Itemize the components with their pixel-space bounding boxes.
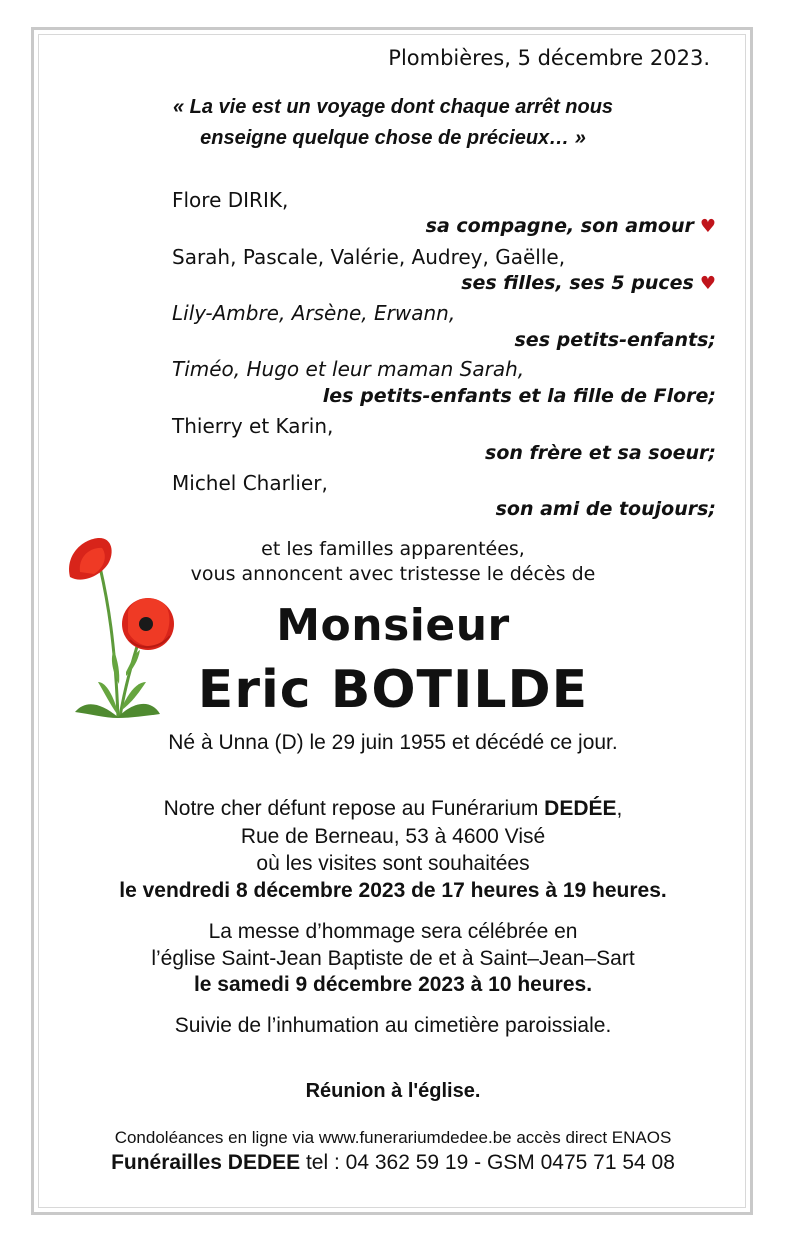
visitation-line-2: Rue de Berneau, 53 à 4600 Visé (240, 825, 546, 848)
gsm-number: GSM 0475 71 54 08 (486, 1151, 675, 1174)
family-names-5: Thierry et Karin, (172, 414, 334, 438)
quote-line-2: enseigne quelque chose de précieux… » (200, 127, 586, 149)
family-names-1: Flore DIRIK, (172, 188, 289, 212)
family-names-2: Sarah, Pascale, Valérie, Audrey, Gaëlle, (172, 245, 566, 269)
mass-line-3: le samedi 9 décembre 2023 à 10 heures. (193, 973, 593, 996)
visitation-text: Notre cher défunt repose au Funérarium (163, 797, 545, 820)
reunion-text: Réunion à l'église. (305, 1080, 481, 1102)
place-date: Plombières, 5 décembre 2023. (388, 46, 710, 70)
family-names-3: Lily-Ambre, Arsène, Erwann, (172, 301, 456, 325)
company-name: Funérailles DEDEE (111, 1151, 301, 1174)
visitation-line-3: où les visites sont souhaitées (256, 852, 530, 875)
deceased-name: Eric BOTILDE (197, 660, 589, 720)
visitation-comma: , (616, 797, 623, 820)
relation-bold-text: sa compagne (425, 215, 567, 237)
relation-text: , son amour (566, 215, 694, 237)
phone-number: tel : 04 362 59 19 - (300, 1151, 487, 1174)
family-relation-1 (426, 215, 716, 237)
quote-line-1: « La vie est un voyage dont chaque arrêt nous (172, 96, 614, 118)
birth-death: Né à Unna (D) le 29 juin 1955 et décédé ce jour. (168, 731, 618, 754)
family-relation-4: les petits-enfants et la fille de Flore; (322, 385, 716, 407)
visitation-line-4: le vendredi 8 décembre 2023 de 17 heures à 19 heures. (119, 879, 667, 902)
mass-line-1: La messe d’hommage sera célébrée en (208, 920, 578, 943)
heart-icon: ♥ (699, 273, 716, 294)
deceased-title: Monsieur (276, 600, 510, 651)
mass-line-2: l’église Saint-Jean Baptiste de et à Saint–Jean–Sart (151, 947, 635, 970)
family-relation-2 (461, 272, 716, 294)
visitation-line-1 (0, 797, 786, 821)
family-relation-3: ses petits-enfants; (514, 329, 716, 351)
relation-text: ses filles, ses 5 puces (461, 272, 694, 294)
contact-line (0, 1151, 786, 1175)
announcement-line-2: vous annoncent avec tristesse le décès de (190, 563, 596, 585)
funeral-home-name: DEDÉE (544, 797, 617, 820)
condolences-text: Condoléances en ligne via www.funerariumdedee.be accès direct ENAOS (114, 1128, 672, 1147)
family-names-6: Michel Charlier, (172, 471, 328, 495)
burial-text: Suivie de l’inhumation au cimetière paroissiale. (174, 1014, 612, 1037)
family-relation-5: son frère et sa soeur; (485, 442, 716, 464)
heart-icon: ♥ (699, 216, 716, 237)
announcement-line-1: et les familles apparentées, (261, 538, 525, 560)
family-relation-6: son ami de toujours; (495, 498, 716, 520)
family-names-4: Timéo, Hugo et leur maman Sarah, (172, 357, 525, 381)
